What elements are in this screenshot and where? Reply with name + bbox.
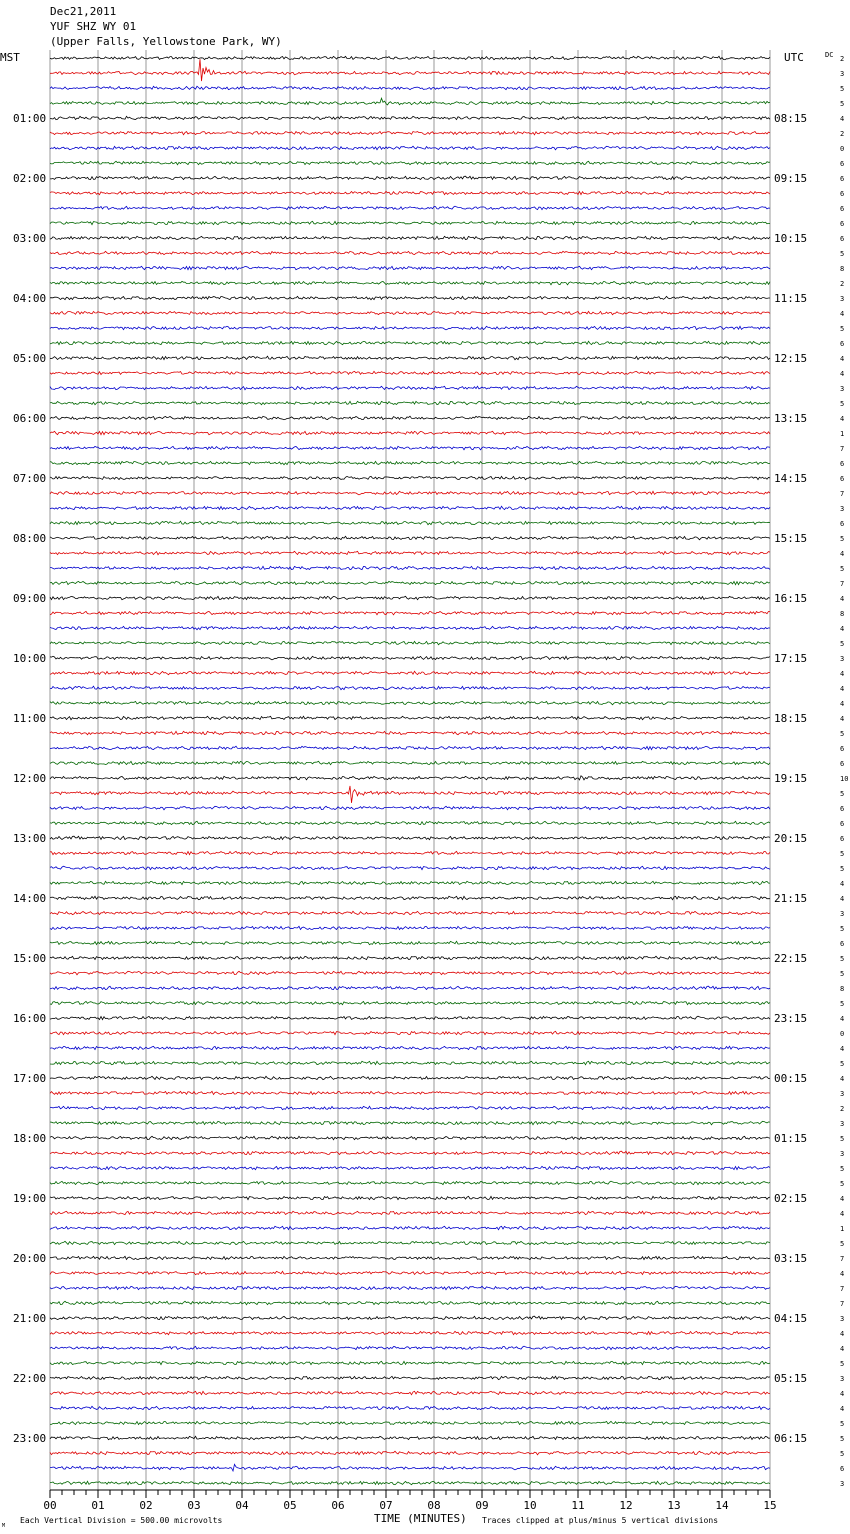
- dc-offset-label: 5: [840, 1165, 845, 1173]
- trace-row-69: [50, 1076, 770, 1079]
- trace-row-37: [50, 596, 770, 599]
- right-hour-label: 10:15: [774, 232, 808, 245]
- right-hour-label: 19:15: [774, 772, 808, 785]
- trace-row-7: [50, 146, 770, 150]
- left-hour-label: 12:00: [13, 772, 47, 785]
- clip-note: Traces clipped at plus/minus 5 vertical divisions: [482, 1516, 719, 1525]
- dc-offset-label: 2: [840, 130, 845, 138]
- dc-offset-label: 7: [840, 1255, 845, 1263]
- dc-offset-label: 7: [840, 445, 845, 453]
- right-hour-label: 12:15: [774, 352, 808, 365]
- dc-offset-label: 5: [840, 85, 845, 93]
- dc-offset-label: 3: [840, 1480, 845, 1488]
- trace-row-83: [50, 1286, 770, 1290]
- trace-row-31: [50, 506, 770, 509]
- trace-row-73: [50, 1136, 770, 1139]
- dc-offset-label: 5: [840, 535, 845, 543]
- x-tick-label: 09: [475, 1499, 489, 1512]
- trace-row-80: [50, 1241, 770, 1244]
- dc-offset-label: 5: [840, 955, 845, 963]
- dc-offset-label: 8: [840, 265, 845, 273]
- trace-row-9: [50, 176, 770, 179]
- trace-row-30: [50, 491, 770, 495]
- dc-offset-label: 4: [840, 880, 845, 888]
- trace-row-19: [50, 326, 770, 330]
- date-label: Dec21,2011: [50, 5, 117, 18]
- left-hour-label: 01:00: [13, 112, 47, 125]
- x-tick-label: 02: [139, 1499, 153, 1512]
- x-tick-label: 03: [187, 1499, 201, 1512]
- dc-offset-label: 3: [840, 295, 845, 303]
- trace-row-39: [50, 626, 770, 630]
- dc-offset-label: 5: [840, 1360, 845, 1368]
- trace-row-29: [50, 476, 770, 479]
- dc-offset-label: 2: [840, 280, 845, 288]
- dc-offset-label: 5: [840, 865, 845, 873]
- dc-offset-label: 3: [840, 910, 845, 918]
- trace-row-86: [50, 1331, 770, 1334]
- dc-offset-label: 4: [840, 1330, 845, 1338]
- x-tick-label: 07: [379, 1499, 393, 1512]
- left-hour-label: 02:00: [13, 172, 47, 185]
- dc-offset-label: 4: [840, 1045, 845, 1053]
- dc-offset-label: 4: [840, 355, 845, 363]
- trace-row-50: [50, 786, 770, 803]
- left-hour-label: 21:00: [13, 1312, 47, 1325]
- trace-row-49: [50, 776, 770, 780]
- left-hour-label: 19:00: [13, 1192, 47, 1205]
- left-hour-label: 03:00: [13, 232, 47, 245]
- dc-offset-label: 6: [840, 760, 845, 768]
- trace-row-71: [50, 1106, 770, 1109]
- x-tick-label: 00: [43, 1499, 57, 1512]
- dc-offset-label: 5: [840, 1240, 845, 1248]
- trace-row-20: [50, 341, 770, 344]
- trace-row-6: [50, 132, 770, 135]
- trace-row-68: [50, 1061, 770, 1064]
- trace-row-18: [50, 311, 770, 314]
- trace-row-96: [50, 1481, 770, 1484]
- right-hour-label: 01:15: [774, 1132, 808, 1145]
- dc-offset-label: 0: [840, 1030, 845, 1038]
- dc-offset-label: 3: [840, 1315, 845, 1323]
- trace-row-72: [50, 1121, 770, 1125]
- trace-row-66: [50, 1031, 770, 1034]
- trace-row-45: [50, 716, 770, 719]
- scale-note: Each Vertical Division = 500.00 microvolts: [20, 1516, 223, 1525]
- dc-offset-label: 4: [840, 1390, 845, 1398]
- dc-offset-label: 6: [840, 460, 845, 468]
- left-hour-label: 09:00: [13, 592, 47, 605]
- dc-offset-label: 5: [840, 790, 845, 798]
- trace-row-17: [50, 296, 770, 300]
- dc-offset-label: 6: [840, 745, 845, 753]
- dc-offset-label: 5: [840, 565, 845, 573]
- trace-row-75: [50, 1166, 770, 1169]
- trace-row-41: [50, 656, 770, 660]
- trace-lines: [50, 56, 770, 1484]
- trace-row-67: [50, 1046, 770, 1049]
- right-hour-label: 13:15: [774, 412, 808, 425]
- right-timezone-label: UTC: [784, 51, 804, 64]
- x-tick-label: 04: [235, 1499, 249, 1512]
- trace-row-42: [50, 671, 770, 674]
- dc-offset-label: 3: [840, 1120, 845, 1128]
- trace-row-43: [50, 686, 770, 690]
- left-hour-label: 15:00: [13, 952, 47, 965]
- trace-row-57: [50, 896, 770, 899]
- trace-row-95: [50, 1464, 770, 1471]
- trace-row-34: [50, 551, 770, 554]
- dc-offset-label: 4: [840, 415, 845, 423]
- dc-offset-label: 6: [840, 205, 845, 213]
- trace-row-40: [50, 641, 770, 644]
- dc-offset-labels: [840, 55, 848, 1488]
- left-hour-label: 13:00: [13, 832, 47, 845]
- dc-offset-label: 4: [840, 685, 845, 693]
- x-tick-label: 14: [715, 1499, 729, 1512]
- trace-row-77: [50, 1196, 770, 1199]
- trace-row-23: [50, 386, 770, 390]
- right-hour-label: 15:15: [774, 532, 808, 545]
- dc-offset-label: 4: [840, 310, 845, 318]
- trace-row-92: [50, 1421, 770, 1424]
- trace-row-88: [50, 1361, 770, 1364]
- right-hour-label: 00:15: [774, 1072, 808, 1085]
- trace-row-90: [50, 1391, 770, 1394]
- dc-offset-label: 4: [840, 670, 845, 678]
- right-hour-label: 06:15: [774, 1432, 808, 1445]
- dc-offset-label: 6: [840, 940, 845, 948]
- dc-offset-label: 4: [840, 715, 845, 723]
- dc-offset-label: 6: [840, 1465, 845, 1473]
- trace-row-79: [50, 1226, 770, 1229]
- left-hour-label: 11:00: [13, 712, 47, 725]
- dc-offset-label: 5: [840, 1420, 845, 1428]
- left-hour-label: 22:00: [13, 1372, 47, 1385]
- dc-offset-label: 3: [840, 1090, 845, 1098]
- trace-row-16: [50, 281, 770, 285]
- trace-row-46: [50, 731, 770, 734]
- trace-row-10: [50, 191, 770, 194]
- trace-row-38: [50, 611, 770, 615]
- right-hour-label: 18:15: [774, 712, 808, 725]
- location-label: (Upper Falls, Yellowstone Park, WY): [50, 35, 282, 48]
- trace-row-76: [50, 1181, 770, 1184]
- trace-row-25: [50, 416, 770, 420]
- x-axis: [43, 1490, 776, 1512]
- right-hour-labels: [774, 112, 807, 1445]
- dc-offset-label: 6: [840, 220, 845, 228]
- dc-offset-label: 5: [840, 1435, 845, 1443]
- trace-row-35: [50, 566, 770, 569]
- trace-row-32: [50, 521, 770, 525]
- trace-row-59: [50, 926, 770, 929]
- trace-row-51: [50, 806, 770, 810]
- dc-offset-label: 8: [840, 610, 845, 618]
- dc-offset-label: 6: [840, 340, 845, 348]
- trace-row-56: [50, 881, 770, 884]
- dc-offset-label: 1: [840, 1225, 845, 1233]
- trace-row-55: [50, 866, 770, 869]
- trace-row-26: [50, 431, 770, 434]
- left-hour-label: 16:00: [13, 1012, 47, 1025]
- trace-row-12: [50, 221, 770, 224]
- x-tick-label: 08: [427, 1499, 441, 1512]
- trace-row-5: [50, 116, 770, 119]
- right-hour-label: 21:15: [774, 892, 808, 905]
- dc-offset-label: 4: [840, 700, 845, 708]
- right-hour-label: 02:15: [774, 1192, 808, 1205]
- dc-offset-label: 4: [840, 1015, 845, 1023]
- left-hour-label: 05:00: [13, 352, 47, 365]
- left-hour-label: 17:00: [13, 1072, 47, 1085]
- dc-offset-label: 4: [840, 895, 845, 903]
- trace-row-58: [50, 911, 770, 914]
- trace-row-22: [50, 371, 770, 374]
- dc-offset-label: 2: [840, 1105, 845, 1113]
- right-hour-label: 03:15: [774, 1252, 808, 1265]
- trace-row-94: [50, 1451, 770, 1455]
- trace-row-64: [50, 1001, 770, 1004]
- x-tick-label: 12: [619, 1499, 633, 1512]
- trace-row-47: [50, 746, 770, 750]
- dc-offset-label: 7: [840, 1285, 845, 1293]
- trace-row-21: [50, 356, 770, 360]
- dc-offset-label: 5: [840, 1060, 845, 1068]
- left-timezone-label: MST: [0, 51, 20, 64]
- trace-row-53: [50, 836, 770, 840]
- trace-row-60: [50, 941, 770, 944]
- corner-mark: M: [2, 1523, 6, 1529]
- trace-row-24: [50, 401, 770, 404]
- dc-offset-label: 4: [840, 625, 845, 633]
- dc-offset-label: 4: [840, 1405, 845, 1413]
- x-tick-label: 15: [763, 1499, 777, 1512]
- trace-row-3: [50, 86, 770, 89]
- trace-row-44: [50, 701, 770, 705]
- trace-row-14: [50, 251, 770, 255]
- right-hour-label: 11:15: [774, 292, 808, 305]
- trace-row-27: [50, 446, 770, 450]
- dc-offset-label: 5: [840, 730, 845, 738]
- dc-offset-label: 6: [840, 190, 845, 198]
- dc-offset-label: 5: [840, 400, 845, 408]
- right-hour-label: 23:15: [774, 1012, 808, 1025]
- dc-offset-label: 4: [840, 1075, 845, 1083]
- dc-offset-label: 5: [840, 1135, 845, 1143]
- dc-offset-label: 3: [840, 1375, 845, 1383]
- trace-row-13: [50, 236, 770, 239]
- dc-offset-label: 7: [840, 1300, 845, 1308]
- dc-header-label: DC: [825, 51, 834, 59]
- dc-offset-label: 7: [840, 580, 845, 588]
- trace-row-84: [50, 1301, 770, 1304]
- dc-offset-label: 6: [840, 835, 845, 843]
- dc-offset-label: 4: [840, 1270, 845, 1278]
- dc-offset-label: 6: [840, 805, 845, 813]
- right-hour-label: 05:15: [774, 1372, 808, 1385]
- trace-row-93: [50, 1436, 770, 1439]
- dc-offset-label: 3: [840, 1150, 845, 1158]
- minute-gridlines: [50, 50, 770, 1491]
- dc-offset-label: 5: [840, 250, 845, 258]
- x-tick-label: 01: [91, 1499, 105, 1512]
- right-hour-label: 14:15: [774, 472, 808, 485]
- x-tick-label: 11: [571, 1499, 585, 1512]
- trace-row-8: [50, 161, 770, 164]
- left-hour-label: 10:00: [13, 652, 47, 665]
- dc-offset-label: 5: [840, 640, 845, 648]
- trace-row-48: [50, 761, 770, 764]
- x-axis-title: TIME (MINUTES): [374, 1512, 467, 1525]
- dc-offset-label: 4: [840, 1210, 845, 1218]
- x-tick-label: 10: [523, 1499, 537, 1512]
- left-hour-label: 23:00: [13, 1432, 47, 1445]
- trace-row-61: [50, 956, 770, 960]
- x-tick-label: 06: [331, 1499, 345, 1512]
- right-hour-label: 09:15: [774, 172, 808, 185]
- right-hour-label: 04:15: [774, 1312, 808, 1325]
- trace-row-81: [50, 1256, 770, 1259]
- right-hour-label: 16:15: [774, 592, 808, 605]
- dc-offset-label: 6: [840, 520, 845, 528]
- dc-offset-label: 3: [840, 385, 845, 393]
- trace-row-4: [50, 98, 770, 105]
- x-tick-label: 13: [667, 1499, 681, 1512]
- dc-offset-label: 4: [840, 550, 845, 558]
- right-hour-label: 17:15: [774, 652, 808, 665]
- dc-offset-label: 5: [840, 850, 845, 858]
- trace-row-78: [50, 1211, 770, 1214]
- dc-offset-label: 5: [840, 100, 845, 108]
- trace-row-33: [50, 536, 770, 540]
- trace-row-89: [50, 1376, 770, 1379]
- dc-offset-label: 3: [840, 70, 845, 78]
- trace-row-52: [50, 821, 770, 824]
- dc-offset-label: 3: [840, 655, 845, 663]
- trace-row-65: [50, 1016, 770, 1019]
- dc-offset-label: 7: [840, 490, 845, 498]
- dc-offset-label: 1: [840, 430, 845, 438]
- trace-row-85: [50, 1316, 770, 1319]
- trace-row-87: [50, 1346, 770, 1349]
- trace-row-82: [50, 1271, 770, 1274]
- dc-offset-label: 4: [840, 1345, 845, 1353]
- dc-offset-label: 6: [840, 820, 845, 828]
- trace-row-62: [50, 971, 770, 975]
- dc-offset-label: 8: [840, 985, 845, 993]
- trace-row-15: [50, 266, 770, 269]
- left-hour-label: 14:00: [13, 892, 47, 905]
- trace-row-1: [50, 56, 770, 59]
- trace-row-91: [50, 1406, 770, 1409]
- dc-offset-label: 5: [840, 970, 845, 978]
- dc-offset-label: 5: [840, 925, 845, 933]
- dc-offset-label: 5: [840, 1000, 845, 1008]
- left-hour-label: 20:00: [13, 1252, 47, 1265]
- trace-row-36: [50, 581, 770, 585]
- station-label: YUF SHZ WY 01: [50, 20, 137, 33]
- right-hour-label: 08:15: [774, 112, 808, 125]
- dc-offset-label: 0: [840, 145, 845, 153]
- trace-row-63: [50, 986, 770, 990]
- dc-offset-label: 2: [840, 55, 845, 63]
- trace-row-28: [50, 461, 770, 465]
- dc-offset-label: 5: [840, 1450, 845, 1458]
- dc-offset-label: 6: [840, 475, 845, 483]
- trace-row-54: [50, 851, 770, 854]
- dc-offset-label: 10: [840, 775, 849, 783]
- left-hour-label: 18:00: [13, 1132, 47, 1145]
- trace-row-70: [50, 1091, 770, 1094]
- trace-row-2: [50, 59, 770, 81]
- dc-offset-label: 6: [840, 175, 845, 183]
- dc-offset-label: 5: [840, 1180, 845, 1188]
- dc-offset-label: 6: [840, 160, 845, 168]
- dc-offset-label: 4: [840, 1195, 845, 1203]
- trace-row-11: [50, 206, 770, 209]
- left-hour-label: 07:00: [13, 472, 47, 485]
- dc-offset-label: 4: [840, 595, 845, 603]
- right-hour-label: 20:15: [774, 832, 808, 845]
- right-hour-label: 22:15: [774, 952, 808, 965]
- dc-offset-label: 4: [840, 370, 845, 378]
- left-hour-label: 06:00: [13, 412, 47, 425]
- dc-offset-label: 5: [840, 325, 845, 333]
- dc-offset-label: 4: [840, 115, 845, 123]
- left-hour-label: 08:00: [13, 532, 47, 545]
- left-hour-label: 04:00: [13, 292, 47, 305]
- trace-row-74: [50, 1151, 770, 1154]
- dc-offset-label: 6: [840, 235, 845, 243]
- left-hour-labels: [13, 112, 46, 1445]
- dc-offset-label: 3: [840, 505, 845, 513]
- x-tick-label: 05: [283, 1499, 297, 1512]
